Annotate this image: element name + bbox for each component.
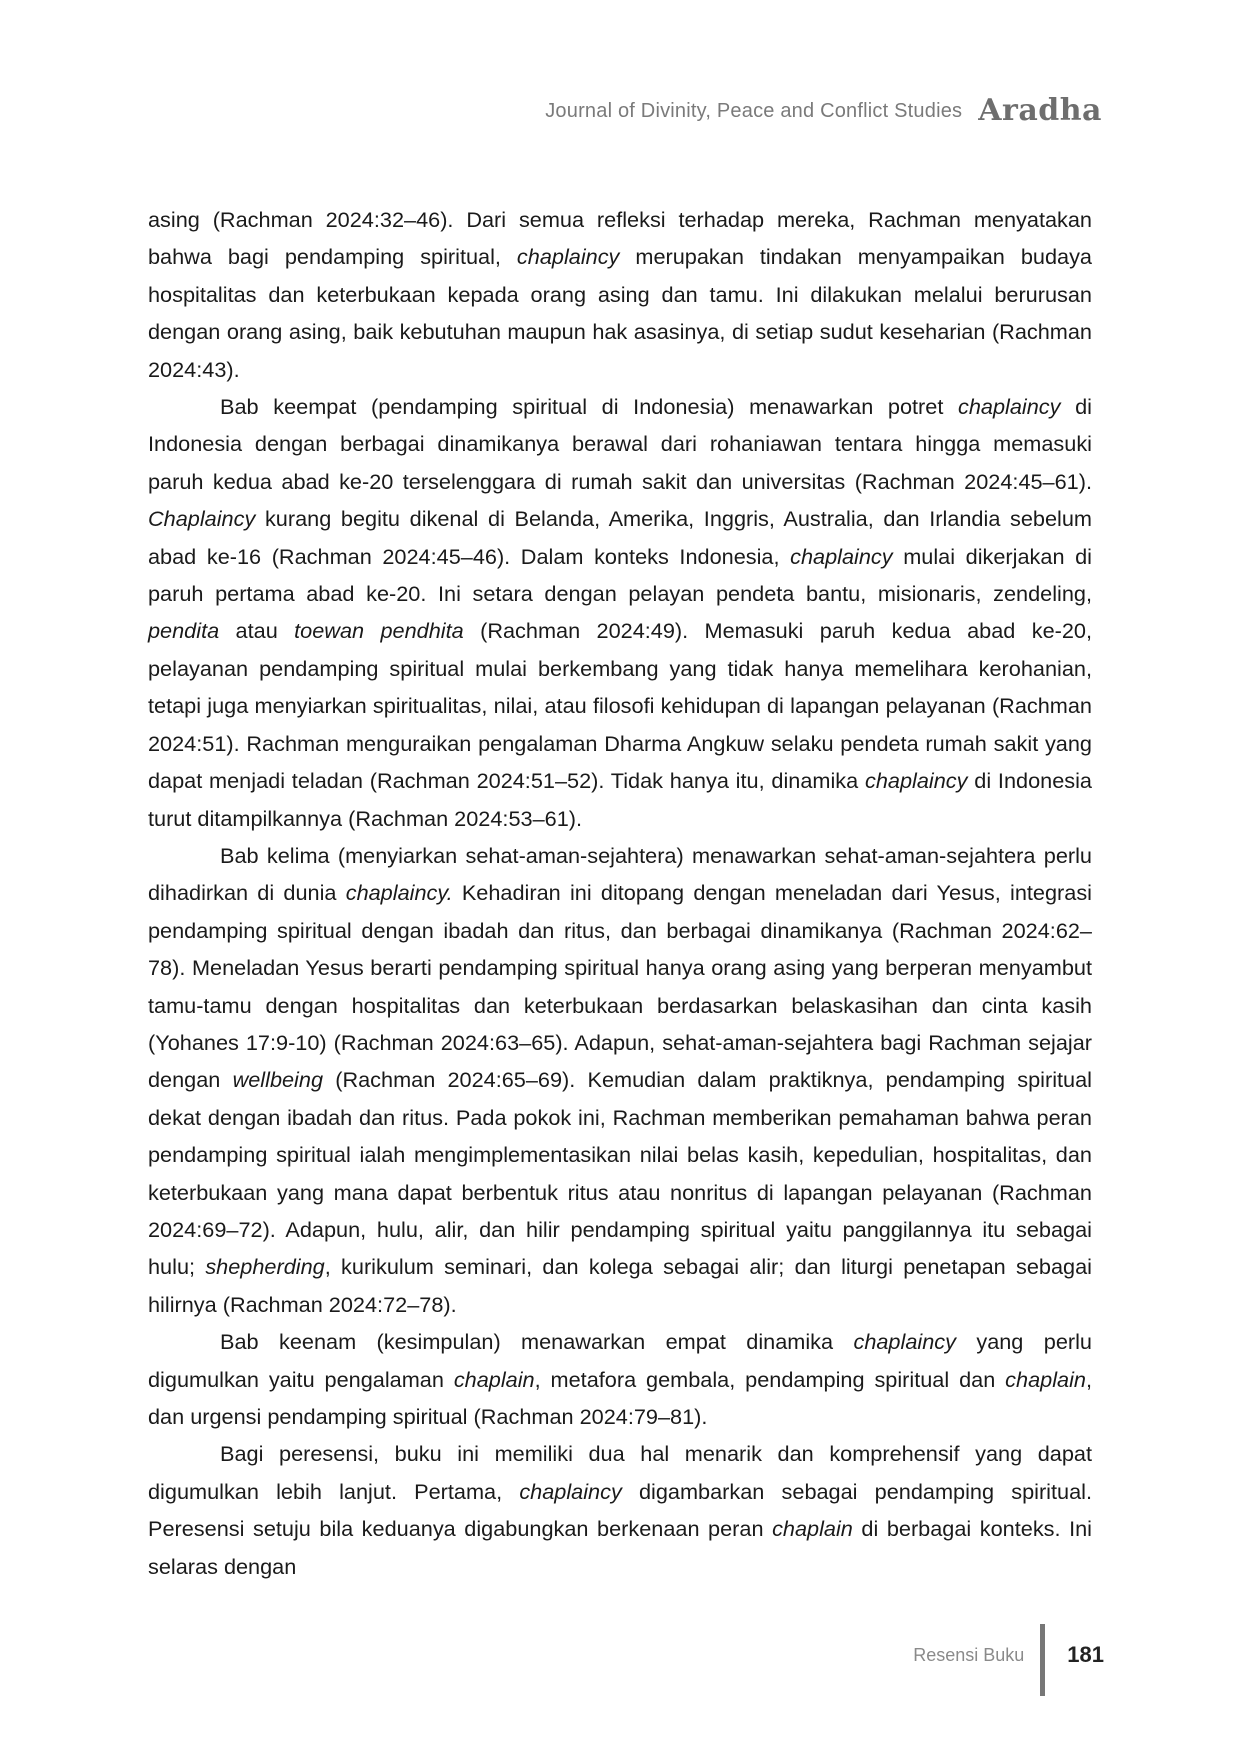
- text-segment: atau: [219, 618, 295, 644]
- text-segment: , kurikulum seminari, dan kolega sebagai alir; dan liturgi penetapan sebagai hilirnya (Rachman 2024:72–78).: [148, 1254, 1092, 1317]
- body-paragraph: [148, 388, 1092, 837]
- page-number: 181: [1067, 1642, 1104, 1667]
- italic-term: chaplaincy: [790, 543, 893, 569]
- body-paragraph: [148, 201, 1092, 388]
- italic-term: chaplaincy: [519, 1478, 622, 1504]
- body-paragraph: [148, 1323, 1092, 1435]
- italic-term: chaplain: [772, 1516, 853, 1542]
- text-segment: di Indonesia turut ditampilkannya (Rachman 2024:53–61).: [148, 768, 1092, 831]
- text-segment: mulai dikerjakan di paruh pertama abad ke-20. Ini setara dengan pelayan pendeta bantu, misionaris, zendeling,: [148, 543, 1092, 607]
- journal-title: Journal of Divinity, Peace and Conflict Studies: [545, 100, 963, 122]
- italic-term: chaplaincy: [958, 394, 1061, 420]
- text-segment: , dan urgensi pendamping spiritual (Rachman 2024:79–81).: [148, 1366, 1092, 1429]
- text-segment: di berbagai konteks. Ini selaras dengan: [148, 1516, 1092, 1579]
- text-segment: Bab keenam (kesimpulan) menawarkan empat dinamika: [220, 1329, 854, 1355]
- italic-term: chaplaincy: [516, 244, 620, 270]
- italic-term: chaplain: [453, 1366, 535, 1392]
- text-segment: Bagi peresensi, buku ini memiliki dua hal menarik dan komprehensif yang dapat digumulkan lebih lanjut. Pertama,: [148, 1441, 1092, 1504]
- text-segment: (Rachman 2024:49). Memasuki paruh kedua abad ke-20, pelayanan pendamping spiritual mulai berkembang yang tidak hanya memelihara kerohanian, tetapi juga menyiarkan spiritualitas, nilai, atau filosofi kehidupan di lapangan pelayanan (Rachman 2024:51). Rachman menguraikan pengalaman Dharma Angkuw selaku pendeta rumah sakit yang dapat menjadi teladan (Rachman 2024:51–52). Tidak hanya itu, dinamika: [148, 618, 1093, 794]
- text-segment: yang perlu digumulkan yaitu pengalaman: [148, 1329, 1092, 1392]
- text-segment: asing (Rachman 2024:32–46). Dari semua refleksi terhadap mereka, Rachman menyatakan bahwa bagi pendamping spiritual,: [148, 207, 1092, 270]
- italic-term: Chaplaincy: [148, 506, 256, 532]
- italic-term: shepherding: [205, 1254, 325, 1280]
- italic-term: chaplaincy: [864, 768, 968, 794]
- section-label: Resensi Buku: [913, 1644, 1025, 1665]
- text-segment: merupakan tindakan menyampaikan budaya hospitalitas dan keterbukaan kepada orang asing dan tamu. Ini dilakukan melalui berurusan dengan orang asing, baik kebutuhan maupun hak asasinya, di setiap sudut keseharian (Rachman 2024:43).: [148, 244, 1092, 382]
- text-segment: digambarkan sebagai pendamping spiritual. Peresensi setuju bila keduanya digabungkan berkenaan peran: [148, 1478, 1092, 1542]
- italic-term: wellbeing: [232, 1067, 324, 1093]
- text-segment: (Rachman 2024:65–69). Kemudian dalam praktiknya, pendamping spiritual dekat dengan ibadah dan ritus. Pada pokok ini, Rachman memberikan pemahaman bahwa peran pendamping spiritual ialah mengimplementasikan nilai belas kasih, kepedulian, hospitalitas, dan keterbukaan yang mana dapat berbentuk ritus atau nonritus di lapangan pelayanan (Rachman 2024:69–72). Adapun, hulu, alir, dan hilir pendamping spiritual yaitu panggilannya itu sebagai hulu;: [148, 1067, 1092, 1280]
- italic-term: pendita: [148, 618, 220, 644]
- italic-term: chaplain: [1005, 1366, 1086, 1392]
- text-segment: di Indonesia dengan berbagai dinamikanya berawal dari rohaniawan tentara hingga memasuki paruh kedua abad ke-20 terselenggara di rumah sakit dan universitas (Rachman 2024:45–61).: [148, 394, 1093, 494]
- italic-term: chaplaincy: [853, 1329, 956, 1355]
- italic-term: toewan pendhita: [294, 618, 464, 644]
- body-paragraph: [148, 1435, 1092, 1585]
- text-segment: , metafora gembala, pendamping spiritual dan: [534, 1366, 1006, 1392]
- italic-term: chaplaincy.: [345, 880, 453, 906]
- text-segment: kurang begitu dikenal di Belanda, Amerika, Inggris, Australia, dan Irlandia sebelum abad ke-16 (Rachman 2024:45–46). Dalam konteks Indonesia,: [148, 506, 1092, 569]
- article-body: [148, 201, 1092, 1585]
- page-footer: [913, 1614, 1104, 1696]
- text-segment: Kehadiran ini ditopang dengan meneladan dari Yesus, integrasi pendamping spiritual dengan ibadah dan ritus, dan berbagai dinamikanya (Rachman 2024:62–78). Meneladan Yesus berarti pendamping spiritual hanya orang asing yang berperan menyambut tamu-tamu dengan hospitalitas dan keterbukaan berdasarkan belaskasihan dan cinta kasih (Yohanes 17:9-10) (Rachman 2024:63–65). Adapun, sehat-aman-sejahtera bagi Rachman sejajar dengan: [148, 880, 1092, 1093]
- body-paragraph: [148, 837, 1092, 1323]
- journal-logo: Aradha: [978, 93, 1102, 128]
- text-segment: Bab kelima (menyiarkan sehat-aman-sejahtera) menawarkan sehat-aman-sejahtera perlu dihadirkan di dunia: [148, 842, 1092, 906]
- running-header: [545, 93, 1102, 128]
- text-segment: Bab keempat (pendamping spiritual di Indonesia) menawarkan potret: [220, 394, 958, 420]
- footer-divider: [1040, 1624, 1045, 1696]
